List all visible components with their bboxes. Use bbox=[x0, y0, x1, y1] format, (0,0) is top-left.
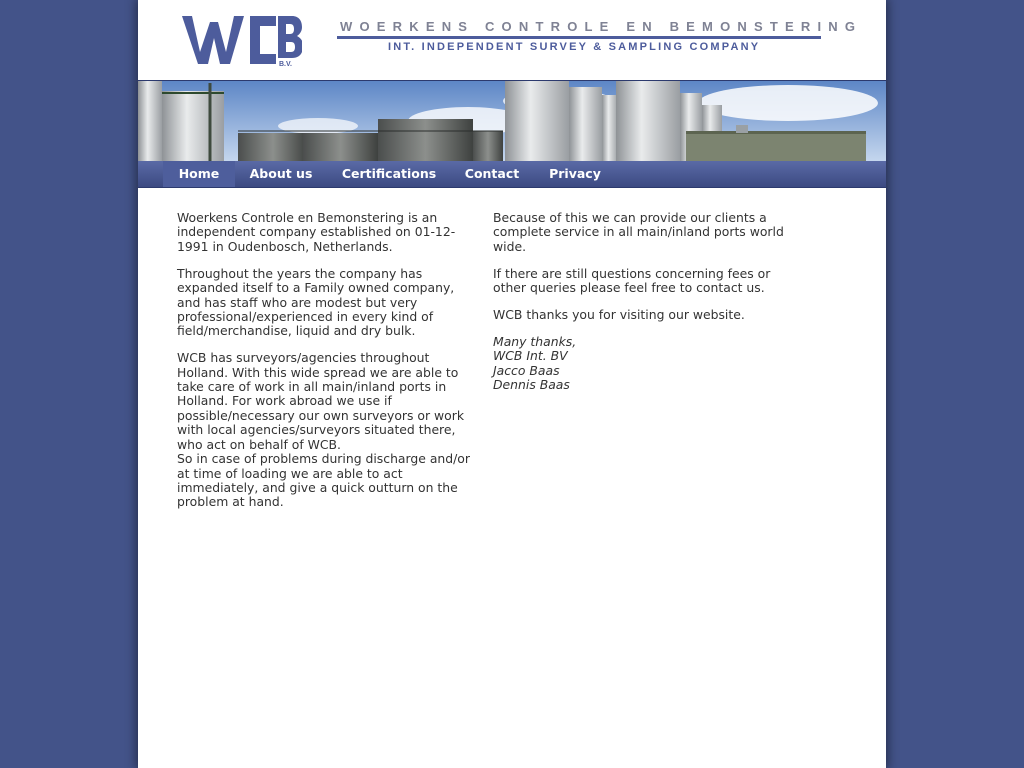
site-header bbox=[138, 0, 886, 80]
content-left-column bbox=[177, 211, 477, 522]
nav-item-contact[interactable]: Contact bbox=[464, 166, 520, 181]
main-navigation bbox=[138, 161, 886, 188]
nav-item-about-us[interactable]: About us bbox=[249, 166, 313, 181]
nav-item-home[interactable]: Home bbox=[163, 161, 235, 187]
wcb-logo[interactable] bbox=[178, 12, 302, 68]
signature-line: Many thanks, bbox=[493, 333, 577, 349]
thanks-paragraph: WCB thanks you for visiting our website. bbox=[493, 307, 745, 323]
header-banner-image bbox=[138, 80, 886, 162]
signature-line: Dennis Baas bbox=[493, 377, 570, 393]
signature-line: WCB Int. BV bbox=[493, 348, 568, 364]
logo-suffix: B.V. bbox=[279, 61, 292, 68]
title-divider bbox=[337, 36, 821, 39]
page-container bbox=[138, 0, 886, 768]
questions-paragraph: If there are still questions concerning fees or other queries please feel free to contact us. bbox=[493, 265, 771, 296]
nav-item-privacy[interactable]: Privacy bbox=[549, 166, 601, 181]
company-subtitle: INT. INDEPENDENT SURVEY & SAMPLING COMPANY bbox=[388, 41, 761, 53]
content-right-column bbox=[493, 211, 793, 405]
problems-text: So in case of problems during discharge and/or at time of loading we are able to act immediately, and give a quick outturn on the problem at hand. bbox=[177, 451, 470, 510]
surveyors-paragraph bbox=[177, 351, 477, 509]
company-title: WOERKENS CONTROLE EN BEMONSTERING bbox=[340, 19, 863, 34]
intro-paragraph: Woerkens Controle en Bemonstering is an independent company established on 01-12-1991 in Oudenbosch, Netherlands. bbox=[177, 210, 456, 254]
service-paragraph: Because of this we can provide our clients a complete service in all main/inland ports world wide. bbox=[493, 210, 784, 254]
surveyors-text: WCB has surveyors/agencies throughout Holland. With this wide spread we are able to take care of work in all main/inland ports in Holland. For work abroad we use if possible/necessary our own surveyors or work with local agencies/surveyors situated there, who act on behalf of WCB. bbox=[177, 350, 465, 452]
signature-block bbox=[493, 335, 793, 393]
signature-line: Jacco Baas bbox=[493, 362, 560, 378]
nav-item-certifications[interactable]: Certifications bbox=[341, 166, 437, 181]
history-paragraph: Throughout the years the company has expanded itself to a Family owned company, and has staff who are modest but very professional/experienced in every kind of field/merchandise, liquid and dry bulk. bbox=[177, 265, 455, 339]
